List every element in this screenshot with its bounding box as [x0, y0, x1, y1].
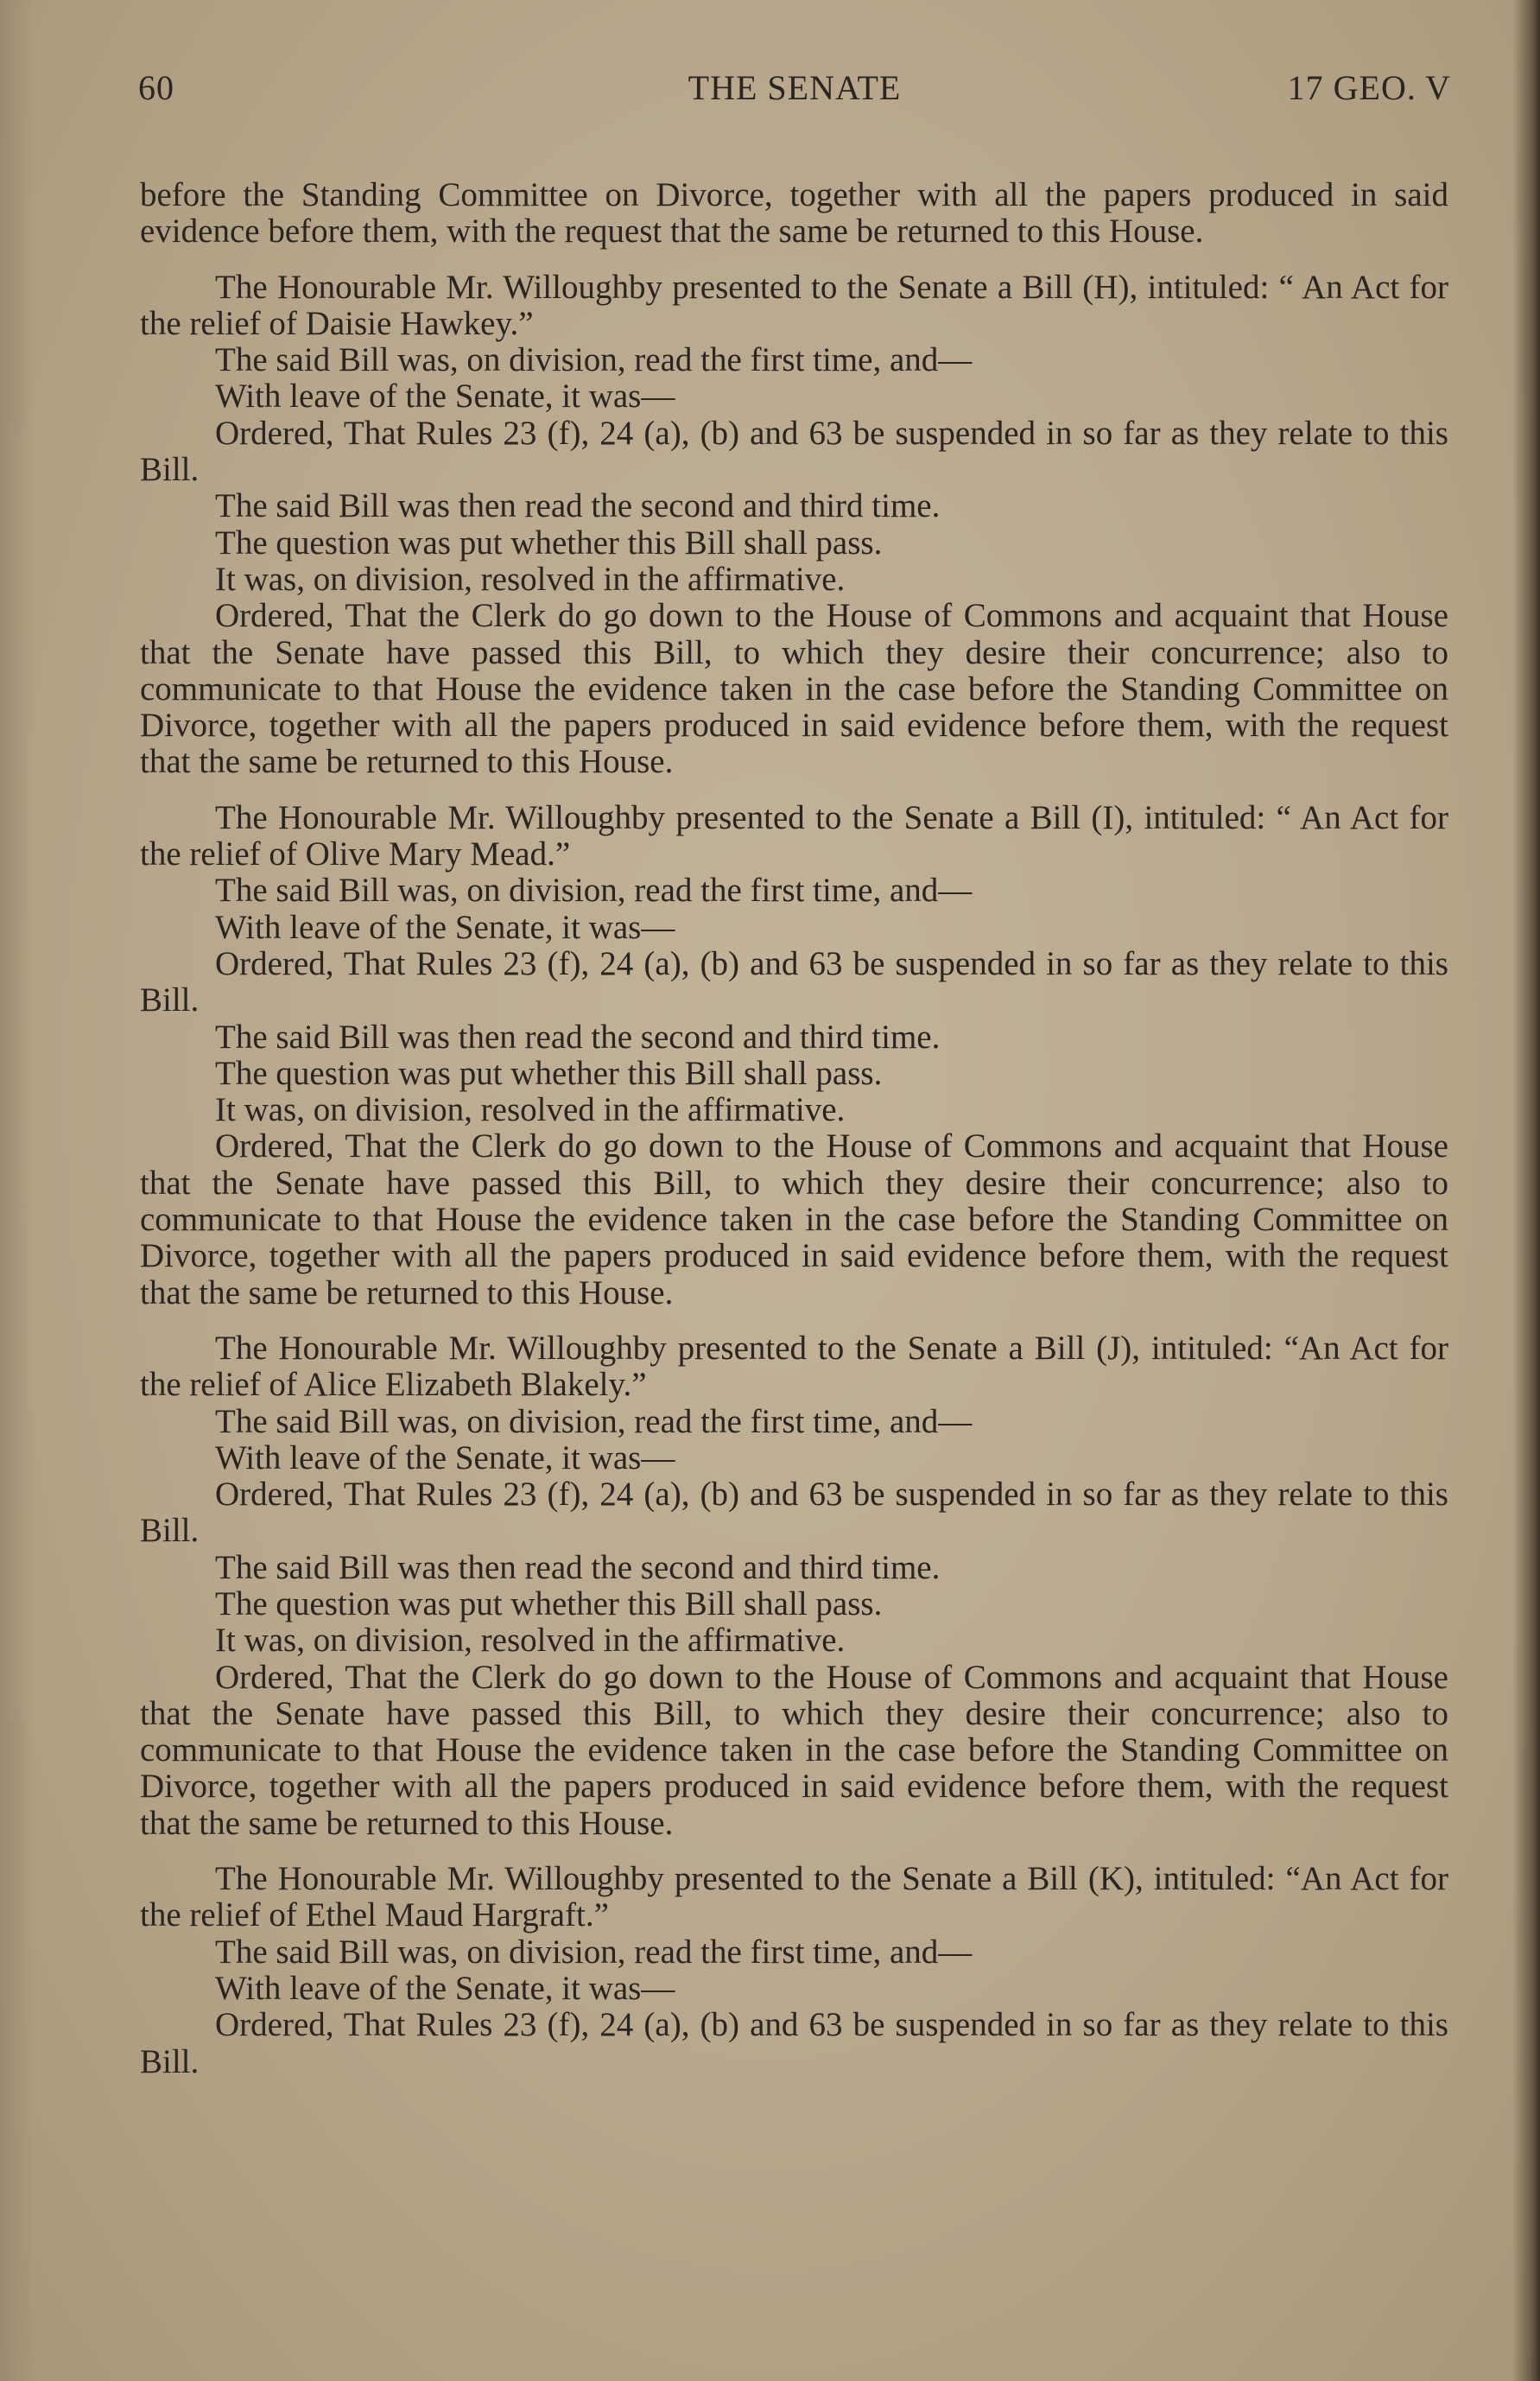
second-third-reading: The said Bill was then read the second and third time. [215, 1018, 941, 1056]
body-text [140, 177, 1448, 2080]
question-line: The question was put whether this Bill shall pass. [215, 1584, 883, 1622]
question-line: The question was put whether this Bill shall pass. [215, 524, 883, 562]
leave-line: With leave of the Senate, it was— [215, 908, 675, 946]
first-reading: The said Bill was, on division, read the first time, and— [215, 341, 973, 379]
leave-line: With leave of the Senate, it was— [215, 378, 675, 416]
leave-line: With leave of the Senate, it was— [215, 1969, 675, 2007]
second-third-reading: The said Bill was then read the second and third time. [215, 487, 941, 525]
bill-block-k [140, 1861, 1448, 2080]
rules-order: Ordered, That Rules 23 (f), 24 (a), (b) and 63 be suspended in so far as they relate to this Bill. [140, 944, 1448, 1019]
first-reading: The said Bill was, on division, read the first time, and— [215, 872, 973, 910]
clerk-order: Ordered, That the Clerk do go down to the House of Commons and acquaint that House that the Senate have passed this Bill, to which they desire their concurrence; also to communicate to that House the evidence taken in the case before the Standing Committee on Divorce, together with all the papers produced in said evidence before them, with the request that the same be returned to this House. [140, 1127, 1448, 1311]
resolution-line: It was, on division, resolved in the affirmative. [215, 560, 846, 598]
leave-line: With leave of the Senate, it was— [215, 1438, 675, 1476]
question-line: The question was put whether this Bill shall pass. [215, 1054, 883, 1092]
first-reading: The said Bill was, on division, read the first time, and— [215, 1933, 973, 1971]
page-number: 60 [138, 68, 174, 107]
bill-presentation: The Honourable Mr. Willoughby presented to the Senate a Bill (K), intituled: “An Act for the relief of Ethel Maud Hargraft.” [140, 1860, 1448, 1934]
running-head [138, 67, 1451, 119]
continuation-paragraph: before the Standing Committee on Divorce, together with all the papers produced in said evidence before them, with the request that the same be returned to this House. [140, 176, 1448, 251]
bill-block-h [140, 270, 1448, 781]
rules-order: Ordered, That Rules 23 (f), 24 (a), (b) and 63 be suspended in so far as they relate to this Bill. [140, 2006, 1448, 2080]
page-title: THE SENATE [688, 68, 902, 107]
rules-order: Ordered, That Rules 23 (f), 24 (a), (b) and 63 be suspended in so far as they relate to this Bill. [140, 414, 1448, 489]
bill-block-i [140, 800, 1448, 1311]
rules-order: Ordered, That Rules 23 (f), 24 (a), (b) and 63 be suspended in so far as they relate to this Bill. [140, 1476, 1448, 1550]
clerk-order: Ordered, That the Clerk do go down to the House of Commons and acquaint that House that the Senate have passed this Bill, to which they desire their concurrence; also to communicate to that House the evidence taken in the case before the Standing Committee on Divorce, together with all the papers produced in said evidence before them, with the request that the same be returned to this House. [140, 1658, 1448, 1842]
bill-presentation: The Honourable Mr. Willoughby presented to the Senate a Bill (J), intituled: “An Act for the relief of Alice Elizabeth Blakely.” [140, 1329, 1448, 1404]
resolution-line: It was, on division, resolved in the affirmative. [215, 1091, 846, 1129]
resolution-line: It was, on division, resolved in the affirmative. [215, 1622, 846, 1660]
bill-block-j [140, 1330, 1448, 1842]
first-reading: The said Bill was, on division, read the first time, and— [215, 1402, 973, 1440]
bill-presentation: The Honourable Mr. Willoughby presented to the Senate a Bill (H), intituled: “ An Act for the relief of Daisie Hawkey.” [140, 268, 1448, 342]
clerk-order: Ordered, That the Clerk do go down to the House of Commons and acquaint that House that the Senate have passed this Bill, to which they desire their concurrence; also to communicate to that House the evidence taken in the case before the Standing Committee on Divorce, together with all the papers produced in said evidence before them, with the request that the same be returned to this House. [140, 597, 1448, 781]
session-label: 17 GEO. V [1287, 68, 1451, 107]
bill-presentation: The Honourable Mr. Willoughby presented to the Senate a Bill (I), intituled: “ An Act for the relief of Olive Mary Mead.” [140, 798, 1448, 873]
second-third-reading: The said Bill was then read the second and third time. [215, 1548, 941, 1586]
